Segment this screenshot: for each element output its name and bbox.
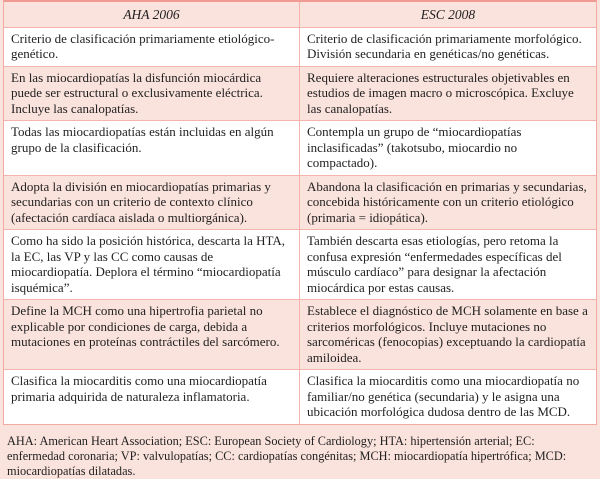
table-row [4,175,596,230]
cell-aha-classification-criterion: Criterio de clasificación primariamente etiológico-genético. [4,28,300,66]
table-row [4,299,596,369]
cell-esc-myocarditis: Clasifica la miocarditis como una miocardiopatía no familiar/no genética (secundaria) y le asigna una ubicación morfológica dudosa dentro de las MCD. [307,373,580,419]
table-row [4,66,596,121]
abbreviations-footnote: AHA: American Heart Association; ESC: European Society of Cardiology; HTA: hipertensión arterial; EC: enfermedad coronaria; VP: valvulopatías; CC: cardiopatías congénitas; MCH: miocardiopatía hipertrófica; MCD: miocardiopatías dilatadas. [3,425,597,479]
column-header-esc-2008: ESC 2008 [300,2,596,27]
table-row [4,229,596,299]
cell-esc-abandons-primary-secondary: Abandona la clasificación en primarias y secundarias, concebida históricamente con un criterio etiológico (primaria = idiopática). [307,178,587,225]
cell-aha-all-included: Todas las miocardiopatías están incluidas en algún grupo de la clasificación. [4,121,300,175]
table-row [4,27,596,66]
cell-esc-unclassified-group: Contempla un grupo de “miocardiopatías inclasificadas” (takotsubo, miocardio no compactado). [307,124,522,170]
cell-aha-myocarditis: Clasifica la miocarditis como una miocardiopatía primaria adquirida de naturaleza inflamatoria. [4,370,300,424]
cell-aha-discards-causes: Como ha sido la posición histórica, descarta la HTA, la EC, las VP y las CC como causas de miocardiopatía. Deplora el término “miocardiopatía isquémica”. [4,230,300,299]
comparison-table [3,0,597,425]
cell-aha-primary-secondary: Adopta la división en miocardiopatías primarias y secundarias con un criterio de contexto clínico (afectación cardíaca aislada o multiorgánica). [4,176,300,230]
cell-esc-classification-criterion: Criterio de clasificación primariamente morfológico. División secundaria en genéticas/no genéticas. [307,30,582,61]
cell-aha-mch-definition: Define la MCH como una hipertrofia parietal no explicable por condiciones de carga, debida a mutaciones en proteínas contráctiles del sarcómero. [4,300,300,369]
cell-esc-mch-diagnosis: Establece el diagnóstico de MCH solamente en base a criterios morfológicos. Incluye mutaciones no sarcoméricas (fenocopias) exceptuando la cardiopatía amiloidea. [307,303,588,365]
table-row [4,369,596,424]
table-row [4,120,596,175]
cell-esc-specific-diseases: También descarta esas etiologías, pero retoma la confusa expresión “enfermedades específicas del músculo cardíaco” para designar la afectación miocárdica por estas causas. [307,233,562,295]
cell-esc-structural-alterations: Requiere alteraciones estructurales objetivables en estudios de imagen macro o microscópica. Excluye las canalopatías. [307,69,574,116]
cell-aha-dysfunction: En las miocardiopatías la disfunción miocárdica puede ser estructural o exclusivamente eléctrica. Incluye las canalopatías. [4,67,300,121]
table-header-row [4,2,596,27]
column-header-aha-2006: AHA 2006 [4,2,300,27]
